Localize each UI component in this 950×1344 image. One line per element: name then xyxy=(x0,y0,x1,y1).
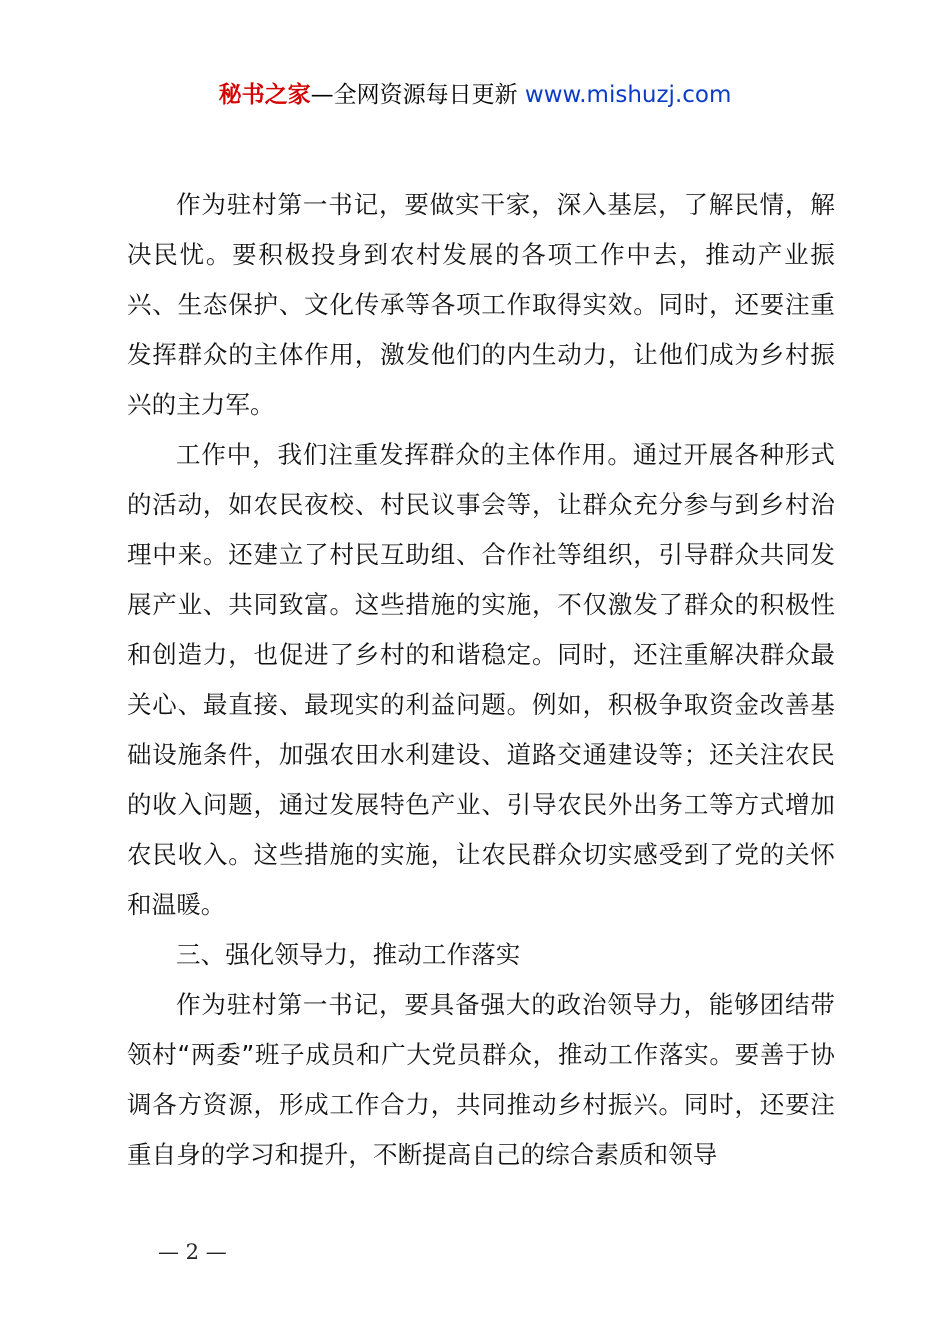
paragraph: 作为驻村第一书记，要具备强大的政治领导力，能够团结带领村“两委”班子成员和广大党员群众，推动工作落实。要善于协调各方资源，形成工作合力，共同推动乡村振兴。同时，还要注重自身的学习和提升，不断提高自己的综合素质和领导 xyxy=(127,990,835,1169)
page-number: — 2 — xyxy=(158,1240,227,1264)
paragraph: 工作中，我们注重发挥群众的主体作用。通过开展各种形式的活动，如农民夜校、村民议事会等，让群众充分参与到乡村治理中来。还建立了村民互助组、合作社等组织，引导群众共同发展产业、共同致富。这些措施的实施，不仅激发了群众的积极性和创造力，也促进了乡村的和谐稳定。同时，还注重解决群众最关心、最直接、最现实的利益问题。例如，积极争取资金改善基础设施条件，加强农田水利建设、道路交通建设等；还关注农民的收入问题，通过发展特色产业、引导农民外出务工等方式增加农民收入。这些措施的实施，让农民群众切实感受到了党的关怀和温暖。 xyxy=(127,440,835,919)
document-body xyxy=(127,180,835,1180)
paragraph: 作为驻村第一书记，要做实干家，深入基层，了解民情，解决民忧。要积极投身到农村发展的各项工作中去，推动产业振兴、生态保护、文化传承等各项工作取得实效。同时，还要注重发挥群众的主体作用，激发他们的内生动力，让他们成为乡村振兴的主力军。 xyxy=(127,190,835,419)
brand-name: 秘书之家 xyxy=(218,82,311,108)
section-heading: 三、强化领导力，推动工作落实 xyxy=(176,940,521,969)
site-header xyxy=(0,78,950,112)
header-tagline: —全网资源每日更新 xyxy=(310,82,518,108)
site-url-link[interactable]: www.mishuzj.com xyxy=(524,82,732,108)
